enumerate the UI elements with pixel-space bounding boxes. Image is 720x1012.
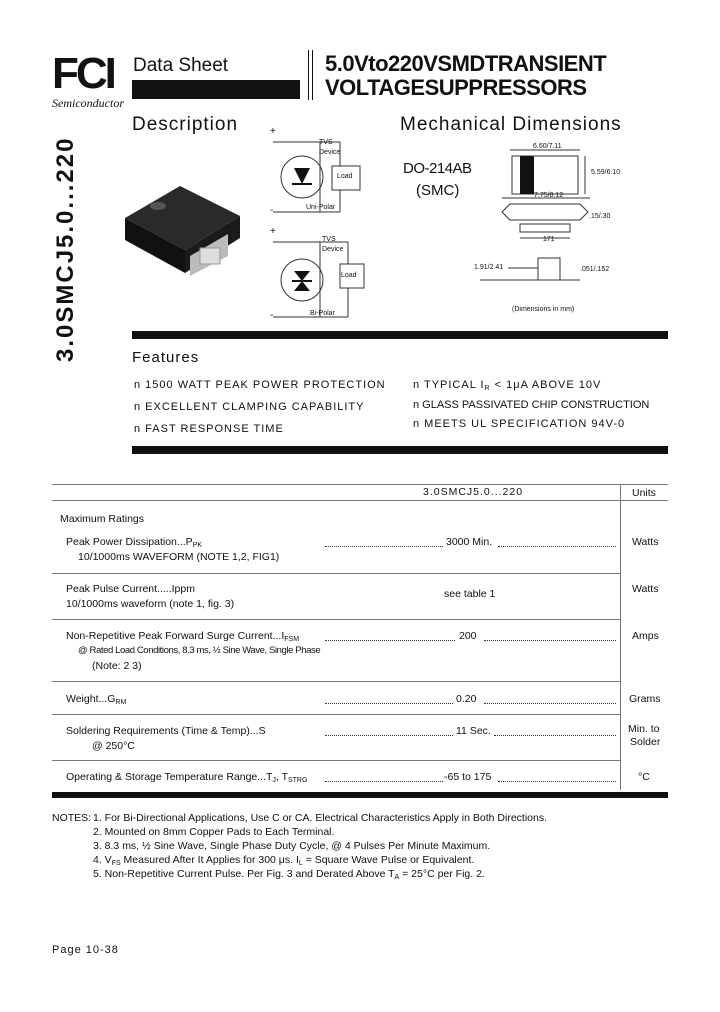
description-heading: Description (132, 114, 239, 135)
note-2: 2. Mounted on 8mm Copper Pads to Each Terminal. (93, 826, 335, 838)
package-name: DO-214AB (403, 160, 472, 177)
table-header-units: Units (632, 487, 656, 499)
bi-tvs-label-2: Device (322, 246, 344, 253)
note-3: 3. 8.3 ms, ½ Sine Wave, Single Phase Duty Cycle, @ 4 Pulses Per Minute Maximum. (93, 840, 491, 852)
bi-tvs-label-1: TVS (322, 236, 336, 243)
feature-peak-power: n 1500 WATT PEAK POWER PROTECTION (134, 379, 386, 391)
max-ratings-label: Maximum Ratings (60, 513, 145, 525)
weight-dots-left (325, 703, 453, 704)
row-separator-4 (52, 714, 620, 715)
feature-ul-spec: n MEETS UL SPECIFICATION 94V-0 (413, 418, 626, 430)
features-top-bar (132, 331, 668, 339)
surge-current-value: 200 (459, 630, 477, 642)
package-subname: (SMC) (416, 182, 460, 199)
bi-plus-sign: + (270, 226, 276, 237)
row-separator-2 (52, 619, 620, 620)
note-1: 1. For Bi-Directional Applications, Use C or CA. Electrical Characteristics Apply in Both Directions. (93, 812, 548, 824)
peak-power-condition: 10/1000ms WAVEFORM (NOTE 1,2, FIG1) (78, 551, 280, 563)
notes-label: NOTES: (52, 812, 92, 824)
note-4: 4. $V_{FS}$ Measured After It Applies for 300 μs. $I_L$ = Square Wave Pulse or Equivalent. (93, 854, 475, 867)
soldering-label: Soldering Requirements (Time & Temp)...S (66, 725, 266, 737)
surge-current-note: (Note: 2 3) (92, 660, 142, 672)
uni-load-label: Load (337, 173, 353, 180)
dim-standoff: .051/.152 (580, 266, 610, 273)
dim-overall: 7.75/8.12 (534, 192, 564, 199)
header-bar (132, 80, 300, 99)
uni-minus-sign: - (270, 205, 274, 216)
temperature-unit: °C (638, 771, 650, 783)
peak-pulse-label: Peak Pulse Current.....Ippm (66, 583, 195, 595)
feature-typical-ir: n TYPICAL $I_R < 1\mu A$ ABOVE 10V (413, 379, 602, 392)
bi-load-label: Load (341, 272, 357, 279)
bi-polar-label: Bi-Polar (310, 310, 335, 317)
dim-width: 5.59/6.10 (591, 169, 621, 176)
peak-power-dots-right (498, 546, 616, 547)
peak-power-unit: Watts (632, 536, 659, 548)
company-logo: FCI (52, 49, 114, 98)
features-heading: Features (132, 349, 200, 366)
soldering-unit-1: Min. to (628, 723, 660, 735)
weight-label: $Weight...G_{RM}$ (66, 693, 127, 706)
features-bottom-bar (132, 446, 668, 454)
header-divider-2 (312, 50, 313, 100)
dim-171: 171 (543, 236, 555, 243)
weight-value: 0.20 (456, 693, 477, 705)
weight-dots-right (484, 703, 616, 704)
bi-minus-sign: - (270, 310, 274, 321)
peak-power-dots-left (325, 546, 443, 547)
note-5: 5. Non-Repetitive Current Pulse. Per Fig. 3 and Derated Above $T_A = 25^\circ C$ per Fig. 2. (93, 868, 485, 881)
temperature-range-label: Operating & Storage Temperature $Range...T_J$, $T_{STRG}$ (66, 771, 308, 784)
soldering-dots-right (494, 735, 616, 736)
temperature-dots-left (325, 781, 443, 782)
table-header-part: 3.0SMCJ5.0...220 (423, 486, 524, 498)
uni-tvs-label-2: Device (319, 149, 341, 156)
tvs-circuit-diagram (270, 132, 370, 322)
temperature-range-value: -65 to 175 (444, 771, 492, 783)
mechanical-drawing (480, 140, 630, 310)
peak-pulse-unit: Watts (632, 583, 659, 595)
surge-current-label: Non-Repetitive Peak Forward Surge $Current...I_{FSM}$ (66, 630, 300, 643)
soldering-unit-2: Solder (630, 736, 661, 748)
feature-response-time: n FAST RESPONSE TIME (134, 423, 284, 435)
row-separator-5 (52, 760, 620, 761)
units-column-divider (620, 484, 621, 790)
dimensions-note: (Dimensions in mm) (512, 306, 575, 313)
uni-plus-sign: + (270, 126, 276, 137)
soldering-value: 11 Sec. (456, 725, 491, 737)
dim-lead-thickness: .15/.30 (589, 213, 611, 220)
table-header-line (52, 500, 668, 501)
title-line-2: VOLTAGESUPPRESSORS (325, 75, 587, 100)
table-top-line (52, 484, 668, 485)
dim-height: 1.91/2.41 (474, 264, 504, 271)
weight-unit: Grams (629, 693, 661, 705)
uni-polar-label: Uni-Polar (306, 204, 336, 211)
doc-type-label: Data Sheet (133, 55, 229, 76)
surge-dots-left (325, 640, 455, 641)
table-bottom-bar (52, 792, 668, 798)
uni-tvs-label-1: TVS (319, 139, 333, 146)
header-divider (308, 50, 309, 100)
smc-package-image (120, 178, 250, 288)
peak-power-value: 3000 Min. (446, 536, 493, 548)
soldering-temp: @ 250°C (92, 740, 135, 752)
soldering-dots-left (325, 735, 453, 736)
peak-pulse-value: see table 1 (444, 588, 496, 600)
feature-clamping: n EXCELLENT CLAMPING CAPABILITY (134, 401, 365, 413)
row-separator-3 (52, 681, 620, 682)
title-line-1: 5.0Vto220VSMDTRANSIENT (325, 51, 607, 76)
feature-glass-passivated: n GLASS PASSIVATED CHIP CONSTRUCTION (413, 399, 650, 411)
peak-power-label: Peak Power $Dissipation...P_{PK}$ (66, 536, 202, 549)
mechanical-heading: Mechanical Dimensions (400, 114, 622, 135)
side-part-title: 3.0SMCJ5.0...220 (52, 136, 79, 362)
surge-dots-right (484, 640, 616, 641)
row-separator-1 (52, 573, 620, 574)
page-number: Page 10-38 (52, 944, 119, 956)
dim-length: 6.60/7.11 (533, 143, 562, 150)
peak-pulse-condition: 10/1000ms waveform (note 1, fig. 3) (66, 598, 235, 610)
temperature-dots-right (498, 781, 616, 782)
surge-current-unit: Amps (632, 630, 659, 642)
surge-current-condition: @ Rated Load Conditions, 8.3 ms, ½ Sine Wave, Single Phase (78, 645, 321, 656)
company-logo-subtitle: Semiconductor (52, 96, 124, 110)
